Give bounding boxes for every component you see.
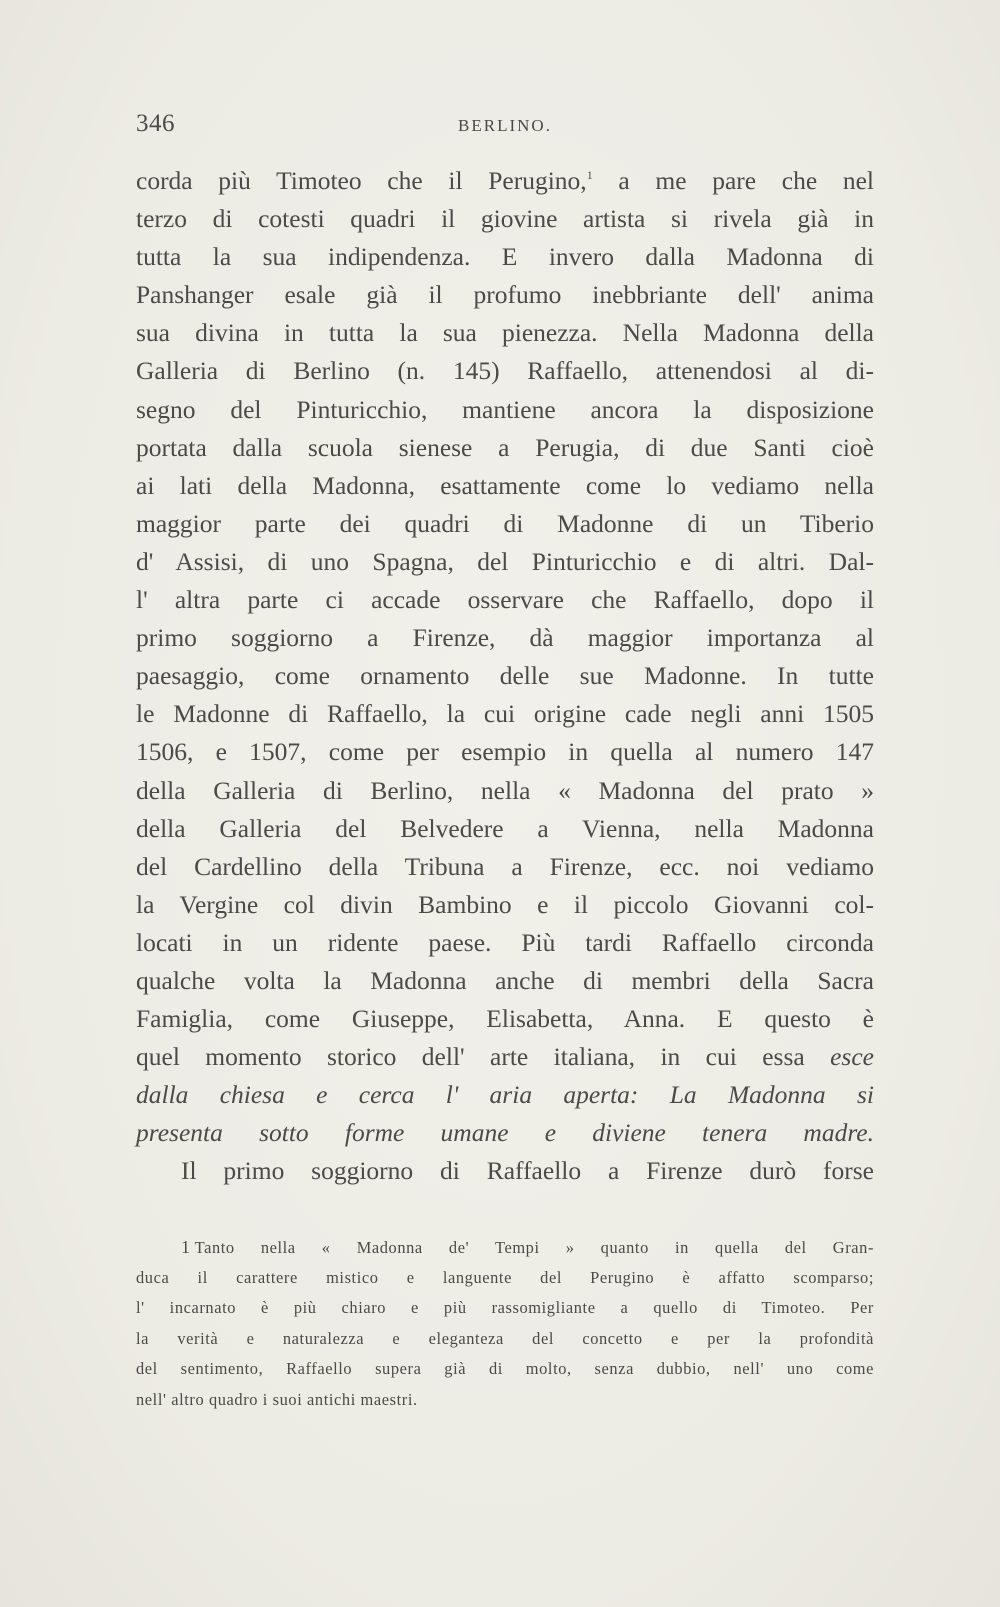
footnote-reference: 1 xyxy=(586,168,593,182)
text-line: 1506, e 1507, come per esempio in quella al numero 147 xyxy=(136,737,874,767)
footnote-line: duca il carattere mistico e languente del Perugino è affatto scomparso; xyxy=(136,1267,874,1287)
text-line: tutta la sua indipendenza. E invero dalla Madonna di xyxy=(136,242,874,272)
text-line: Famiglia, come Giuseppe, Elisabetta, Anna. E questo è xyxy=(136,1004,874,1034)
italic-segment: dalla chiesa e cerca l' aria aperta: La Madonna si xyxy=(136,1080,874,1110)
text-line: locati in un ridente paese. Più tardi Raffaello circonda xyxy=(136,927,874,957)
text-line xyxy=(136,1114,874,1152)
footnote-line: nell' altro quadro i suoi antichi maestri. xyxy=(136,1389,418,1409)
text-line: Il primo soggiorno di Raffaello a Firenze durò forse xyxy=(181,1156,874,1186)
text-line: la Vergine col divin Bambino e il piccolo Giovanni col- xyxy=(136,889,874,919)
text-line: portata dalla scuola sienese a Perugia, di due Santi cioè xyxy=(136,432,874,462)
text-line: terzo di cotesti quadri il giovine artista si rivela già in xyxy=(136,204,874,234)
text-segment: corda più Timoteo che il Perugino, xyxy=(136,166,587,195)
text-segment: Tanto nella « Madonna de' Tempi » quanto in quella del Gran- xyxy=(194,1238,874,1257)
text-segment: a me pare che nel xyxy=(592,166,874,195)
text-line xyxy=(136,162,874,200)
running-title: BERLINO. xyxy=(458,116,552,135)
text-line: primo soggiorno a Firenze, dà maggior importanza al xyxy=(136,623,874,653)
text-line: paesaggio, come ornamento delle sue Madonne. In tutte xyxy=(136,661,874,691)
text-line xyxy=(136,1038,874,1076)
body-text xyxy=(136,162,874,1191)
text-line: Panshanger esale già il profumo inebbriante dell' anima xyxy=(136,280,874,310)
text-line: ai lati della Madonna, esattamente come lo vediamo nella xyxy=(136,470,874,500)
text-line: della Galleria di Berlino, nella « Madonna del prato » xyxy=(136,775,874,805)
text-line: Galleria di Berlino (n. 145) Raffaello, attenendosi al di- xyxy=(136,356,874,386)
text-line: sua divina in tutta la sua pienezza. Nella Madonna della xyxy=(136,318,874,348)
page-header xyxy=(136,110,874,140)
text-line: qualche volta la Madonna anche di membri della Sacra xyxy=(136,965,874,995)
footnote xyxy=(136,1232,874,1416)
text-line: l' altra parte ci accade osservare che Raffaello, dopo il xyxy=(136,585,874,615)
footnote-line: del sentimento, Raffaello supera già di molto, senza dubbio, nell' uno come xyxy=(136,1359,874,1379)
page-number: 346 xyxy=(136,110,175,137)
text-line: segno del Pinturicchio, mantiene ancora la disposizione xyxy=(136,394,874,424)
italic-segment: esce xyxy=(830,1042,874,1072)
text-line xyxy=(136,1076,874,1114)
text-line: della Galleria del Belvedere a Vienna, nella Madonna xyxy=(136,813,874,843)
footnote-line xyxy=(136,1232,874,1263)
text-line: le Madonne di Raffaello, la cui origine cade negli anni 1505 xyxy=(136,699,874,729)
text-line: del Cardellino della Tribuna a Firenze, ecc. noi vediamo xyxy=(136,851,874,881)
italic-segment: presenta sotto forme umane e diviene tenera madre. xyxy=(136,1118,874,1148)
text-line: d' Assisi, di uno Spagna, del Pinturicchio e di altri. Dal- xyxy=(136,546,874,576)
text-line: maggior parte dei quadri di Madonne di un Tiberio xyxy=(136,508,874,538)
footnote-line: la verità e naturalezza e eleganteza del concetto e per la profondità xyxy=(136,1328,874,1348)
text-segment: quel momento storico dell' arte italiana, in cui essa xyxy=(136,1042,831,1072)
footnote-mark: 1 xyxy=(181,1237,191,1257)
footnote-line: l' incarnato è più chiaro e più rassomigliante a quello di Timoteo. Per xyxy=(136,1298,874,1318)
